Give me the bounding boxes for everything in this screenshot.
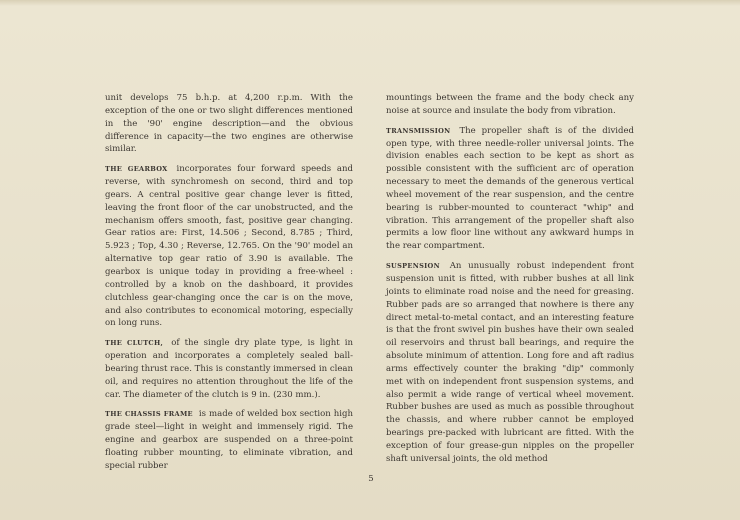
suspension-heading: SUSPENSION [386,262,440,271]
gearbox-paragraph [105,163,353,330]
gearbox-text: incorporates four forward speeds and reverse, with synchromesh on second, third and top gears. A central positive gear change lever is fitted, leaving the front floor of the car unobstructed, and the mechanism offers smooth, fast, positive gear changing. Gear ratios are: First, 14.506 ; Second, 8.785 ; Third, 5.923 ; Top, 4.30 ; Reverse, 12.765. On the '90' model an alternative top gear ratio of 3.90 is available. The gearbox is unique today in providing a free-wheel : controlled by a knob on the dashboard, it provides clutchless gear-changing once the car is on the move, and also contributes to economical motoring, especially on long runs. [105,164,354,329]
page-number: 5 [368,474,374,484]
gearbox-heading: THE GEARBOX [105,165,168,174]
right-column [386,92,634,473]
page-edge-shadow [0,0,740,6]
transmission-text: The propeller shaft is of the divided open type, with three needle-roller universal joints. The division enables each section to be kept as short as possible consistent with the sufficient arc of operation necessary to meet the demands of the generous vertical wheel movement of the rear suspension, and the centre bearing is rubber-mounted to counteract "whip" and vibration. This arrangement of the propeller shaft also permits a low floor line without any awkward humps in the rear compartment. [386,125,635,252]
clutch-text: of the single dry plate type, is light in operation and incorporates a completely sealed ball-bearing thrust race. This is constantly immersed in clean oil, and requires no attention throughout the life of the car. The diameter of the clutch is 9 in. (230 mm.). [105,338,353,400]
clutch-heading: THE CLUTCH, [105,339,164,348]
intro-text: unit develops 75 b.h.p. at 4,200 r.p.m. With the exception of the one or two slight differences mentioned in the '90' engine description—and the obvious difference in capacity—the two engines are otherwise similar. [105,93,353,155]
mountings-paragraph [386,92,634,118]
transmission-paragraph [386,125,634,253]
mountings-text: mountings between the frame and the body check any noise at source and insulate the body from vibration. [386,93,634,116]
chassis-paragraph [105,408,353,472]
chassis-heading: THE CHASSIS FRAME [105,410,193,419]
suspension-paragraph [386,260,634,466]
chassis-text: is made of welded box section high grade steel—light in weight and immensely rigid. The engine and gearbox are suspended on a three-point floating rubber mounting, to eliminate vibration, and special rubber [105,409,354,471]
transmission-heading: TRANSMISSION [386,126,451,135]
intro-paragraph [105,92,353,156]
clutch-paragraph [105,337,353,401]
suspension-text: An unusually robust independent front suspension unit is fitted, with rubber bushes at all link joints to eliminate road noise and the need for greasing. Rubber pads are so arranged that nowhere is there any direct metal-to-metal contact, and an interesting feature is that the front swivel pin bushes have their own sealed oil reservoirs and thrust ball bearings, and require the absolute minimum of attention. Long fore and aft radius arms effectively counter the braking "dip" commonly met with on independent front suspension systems, and also permit a wide range of vertical wheel movement. Rubber bushes are used as much as possible throughout the chassis, and where rubber cannot be employed bearings pre-packed with lubricant are fitted. With the exception of four grease-gun nipples on the propeller shaft universal joints, the old method [386,261,634,464]
left-column [105,92,353,480]
